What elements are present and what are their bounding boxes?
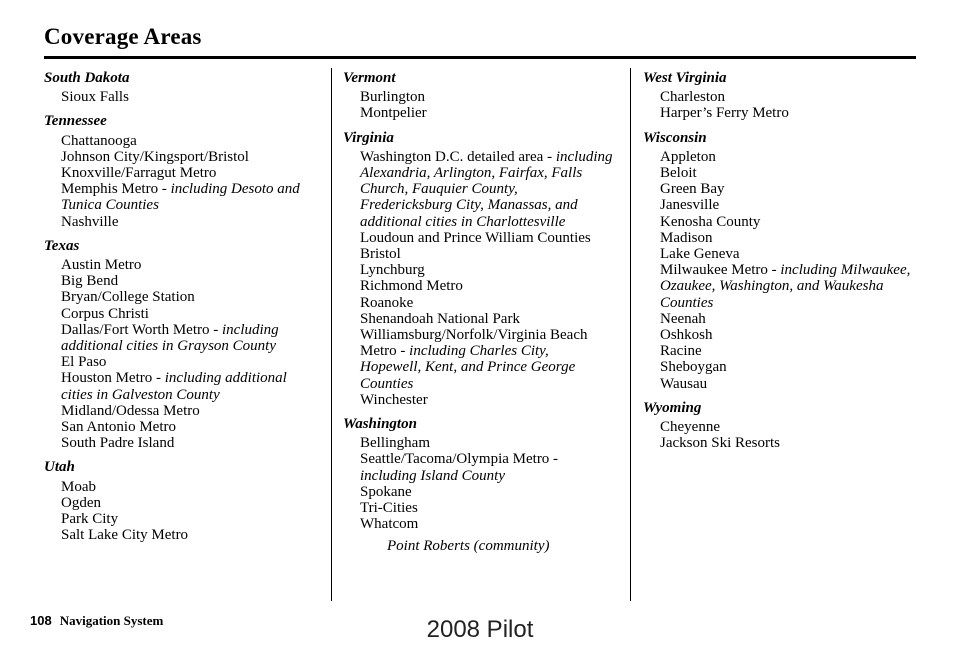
footer-title: Navigation System — [59, 613, 164, 628]
city-name: Ogden — [61, 494, 101, 511]
column-2 — [343, 70, 613, 555]
city-entry — [643, 181, 913, 197]
city-entry — [643, 435, 913, 451]
city-name: Roanoke — [360, 294, 414, 311]
city-entry — [643, 105, 913, 121]
state-heading: Utah — [44, 459, 75, 476]
watermark: 2008 Pilot — [426, 616, 534, 643]
city-name: Seattle/Tacoma/Olympia Metro - — [360, 451, 559, 468]
city-entry — [44, 149, 314, 165]
city-note: including Island County — [360, 467, 505, 484]
city-name: Moab — [61, 478, 96, 495]
city-note: including Milwaukee, Ozaukee, Washington, and Waukesha Counties — [660, 262, 911, 311]
city-name: Shenandoah National Park — [360, 310, 520, 327]
title-rule — [44, 56, 916, 59]
city-entry — [44, 354, 314, 370]
city-entry — [44, 419, 314, 435]
city-note: including Alexandria, Arlington, Fairfax, Falls Church, Fauquier County, Fredericksburg City, Manassas, and additional cities in Charlottesville — [360, 148, 613, 230]
city-name: Memphis Metro - — [61, 181, 171, 198]
city-entry — [643, 419, 913, 435]
city-entry — [643, 89, 913, 105]
city-entry — [44, 89, 314, 105]
city-name: Nashville — [61, 213, 119, 230]
city-entry — [343, 230, 613, 246]
state-heading: Washington — [343, 416, 417, 433]
city-note: including Desoto and Tunica Counties — [61, 181, 300, 214]
city-name: Salt Lake City Metro — [61, 527, 189, 544]
city-name: Charleston — [660, 89, 725, 106]
city-note: including additional cities in Grayson County — [61, 321, 279, 355]
city-entry — [643, 343, 913, 359]
city-entry — [643, 214, 913, 230]
state-heading: Texas — [44, 237, 80, 254]
city-name: Sioux Falls — [61, 89, 129, 106]
city-entry — [44, 306, 314, 322]
city-entry — [44, 133, 314, 149]
city-name: Wausau — [660, 375, 708, 392]
city-entry — [343, 392, 613, 408]
city-name: Sheboygan — [660, 359, 727, 376]
state-heading: West Virginia — [643, 70, 727, 86]
city-name: Janesville — [660, 197, 720, 214]
city-entry — [343, 246, 613, 262]
city-name: Kenosha County — [660, 213, 761, 230]
city-entry — [343, 278, 613, 294]
city-name: South Padre Island — [61, 435, 175, 452]
city-entry — [44, 479, 314, 495]
city-name: Neenah — [660, 310, 706, 327]
city-entry — [643, 359, 913, 375]
city-entry — [343, 451, 613, 483]
city-entry — [44, 165, 314, 181]
city-name: Houston Metro - — [61, 370, 165, 387]
city-name: Winchester — [360, 391, 428, 408]
city-name: Williamsburg/Norfolk/Virginia Beach Metro - — [360, 327, 588, 360]
city-name: Big Bend — [61, 273, 119, 290]
city-name: Oshkosh — [660, 327, 713, 344]
city-name: Austin Metro — [61, 257, 142, 274]
city-entry — [643, 246, 913, 262]
column-3 — [643, 70, 913, 451]
city-name: Tri-Cities — [360, 500, 418, 517]
column-divider-2 — [630, 68, 631, 601]
city-name: Chattanooga — [61, 132, 137, 149]
state-heading: Virginia — [343, 129, 394, 146]
city-name: Appleton — [660, 148, 716, 165]
city-entry — [643, 230, 913, 246]
city-name: Burlington — [360, 89, 426, 106]
state-heading: Wisconsin — [643, 129, 707, 146]
city-entry — [44, 257, 314, 273]
city-entry — [343, 149, 613, 230]
city-name: Washington D.C. detailed area - — [360, 148, 556, 165]
city-name: Whatcom — [360, 516, 419, 533]
city-entry — [44, 370, 314, 402]
city-entry — [44, 403, 314, 419]
city-note: including Charles City, Hopewell, Kent, and Prince George Counties — [360, 343, 576, 392]
city-entry — [44, 214, 314, 230]
city-entry — [44, 527, 314, 543]
city-name: Knoxville/Farragut Metro — [61, 165, 217, 182]
city-name: Johnson City/Kingsport/Bristol — [61, 148, 249, 165]
state-heading: Vermont — [343, 70, 396, 86]
city-entry — [343, 89, 613, 105]
city-name: Bellingham — [360, 435, 430, 452]
city-name: Cheyenne — [660, 419, 720, 436]
city-entry — [343, 327, 613, 392]
city-name: Spokane — [360, 483, 412, 500]
city-entry — [643, 311, 913, 327]
city-name: San Antonio Metro — [61, 419, 176, 436]
city-entry — [643, 262, 913, 311]
city-entry — [643, 197, 913, 213]
city-note: including additional cities in Galveston County — [61, 370, 287, 403]
city-entry — [44, 435, 314, 451]
city-name: Madison — [660, 229, 713, 246]
city-name: Green Bay — [660, 181, 725, 198]
city-entry — [343, 435, 613, 451]
city-name: Montpelier — [360, 105, 427, 122]
city-name: Harper’s Ferry Metro — [660, 105, 789, 122]
page-title: Coverage Areas — [44, 24, 202, 49]
state-heading: Tennessee — [44, 113, 107, 130]
city-name: Bryan/College Station — [61, 289, 195, 306]
city-entry — [343, 500, 613, 516]
column-divider-1 — [331, 68, 332, 601]
sub-entry: Point Roberts (community) — [387, 538, 550, 555]
city-entry — [343, 516, 613, 532]
city-entry — [343, 311, 613, 327]
state-heading: Wyoming — [643, 399, 702, 416]
city-name: Richmond Metro — [360, 278, 463, 295]
city-entry — [643, 376, 913, 392]
city-name: Corpus Christi — [61, 305, 149, 322]
city-entry — [44, 511, 314, 527]
city-entry — [44, 289, 314, 305]
city-name: Milwaukee Metro - — [660, 262, 781, 279]
city-entry — [643, 165, 913, 181]
city-name: Loudoun and Prince William Counties — [360, 229, 591, 246]
city-entry — [44, 322, 314, 354]
city-entry — [343, 484, 613, 500]
city-name: Jackson Ski Resorts — [660, 435, 780, 452]
column-1 — [44, 70, 314, 543]
city-name: Beloit — [660, 165, 697, 182]
city-name: El Paso — [61, 354, 107, 371]
city-name: Dallas/Fort Worth Metro - — [61, 321, 222, 338]
state-heading: South Dakota — [44, 70, 130, 86]
city-entry — [343, 262, 613, 278]
city-entry — [44, 181, 314, 213]
city-entry — [44, 273, 314, 289]
city-name: Lynchburg — [360, 262, 425, 279]
city-entry — [343, 295, 613, 311]
city-entry — [44, 495, 314, 511]
city-entry — [343, 105, 613, 121]
city-entry — [643, 149, 913, 165]
city-name: Park City — [61, 511, 119, 528]
city-name: Racine — [660, 343, 702, 360]
city-entry — [643, 327, 913, 343]
city-name: Midland/Odessa Metro — [61, 402, 200, 419]
city-name: Lake Geneva — [660, 246, 740, 263]
page-number: 108 — [30, 613, 52, 628]
city-name: Bristol — [360, 246, 401, 263]
